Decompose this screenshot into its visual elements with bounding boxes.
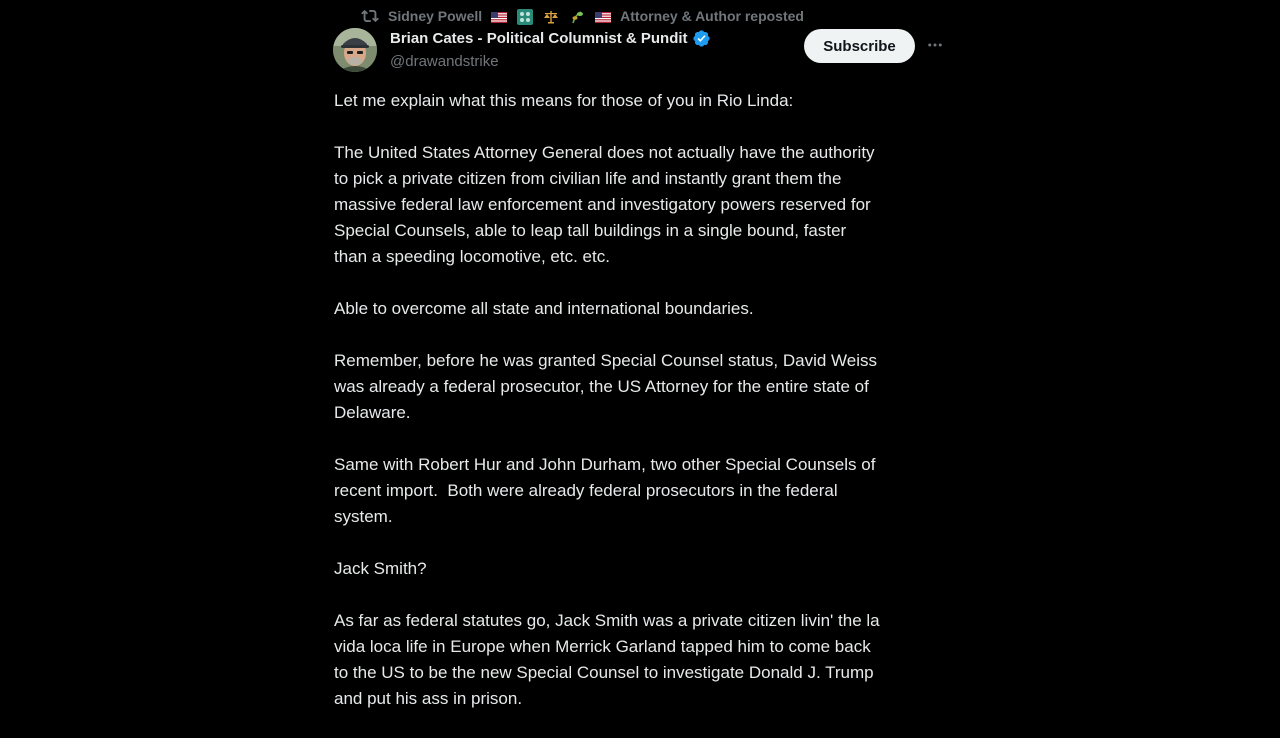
reposter-name[interactable]: Sidney Powell	[388, 8, 483, 24]
repost-icon	[360, 6, 380, 26]
post-paragraph: The United States Attorney General does not actually have the authority to pick a private citizen from civilian life and instantly grant them the massive federal law enforcement and investigatory powers reserved for Special Counsels, able to leap tall buildings in a single bound, faster than a speeding locomotive, etc. etc.	[334, 143, 875, 266]
more-options-icon[interactable]	[924, 34, 946, 56]
subscribe-button[interactable]: Subscribe	[804, 29, 915, 63]
verified-badge-icon[interactable]	[692, 29, 711, 48]
scales-of-justice-icon	[542, 7, 560, 24]
post-paragraph: Let me explain what this means for those of you in Rio Linda:	[334, 91, 794, 110]
us-flag-icon	[490, 8, 508, 24]
post-body	[334, 88, 946, 738]
author-name-row[interactable]	[390, 29, 711, 48]
avatar[interactable]	[333, 28, 377, 72]
post-paragraph: Able to overcome all state and international boundaries.	[334, 299, 754, 318]
post-paragraph: Jack Smith?	[334, 559, 427, 578]
us-flag-icon	[594, 8, 612, 24]
repost-suffix: Attorney & Author reposted	[620, 8, 804, 24]
author-handle[interactable]: @drawandstrike	[390, 53, 499, 70]
post-card	[332, 0, 952, 720]
post-paragraph: As far as federal statutes go, Jack Smith was a private citizen livin' the la vida loca life in Europe when Merrick Garland tapped him to come back to the US to be the new Special Counsel to investigate Donald J. Trump and put his ass in prison.	[334, 611, 880, 708]
repost-header[interactable]	[360, 6, 804, 26]
post-paragraph: Remember, before he was granted Special Counsel status, David Weiss was already a federal prosecutor, the US Attorney for the entire state of Delaware.	[334, 351, 878, 422]
author-display-name[interactable]: Brian Cates - Political Columnist & Pundit	[390, 30, 688, 47]
pattern-emoji-icon	[516, 7, 534, 24]
post-paragraph: Same with Robert Hur and John Durham, two other Special Counsels of recent import. Both were already federal prosecutors in the federal system.	[334, 455, 876, 526]
plant-emoji-icon	[568, 7, 586, 24]
